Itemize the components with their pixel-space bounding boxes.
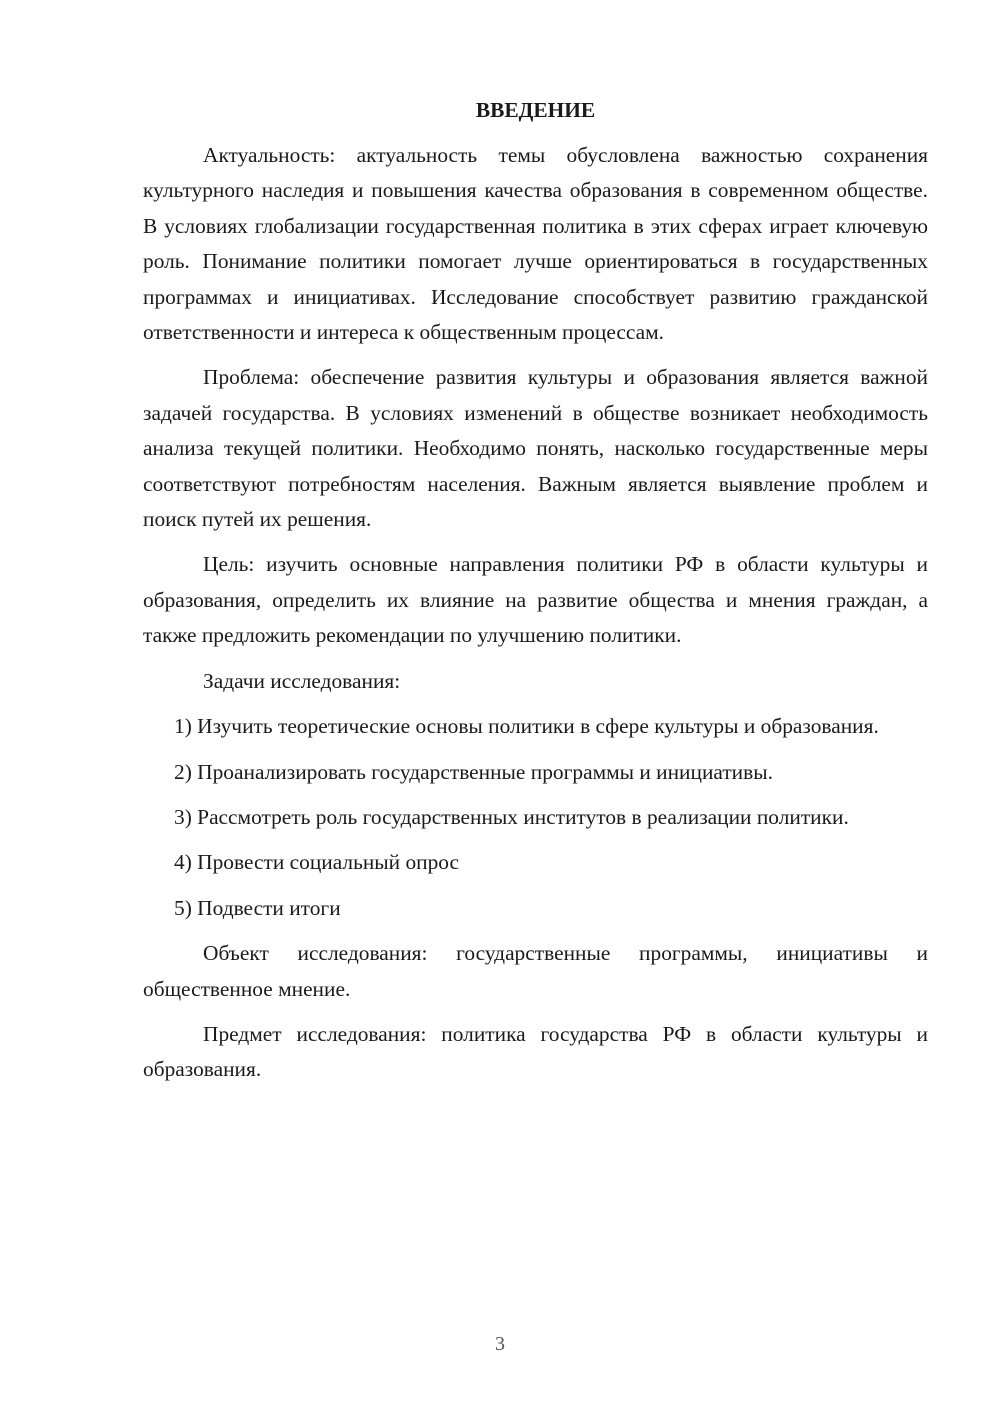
- task-item-4: 4) Провести социальный опрос: [174, 850, 460, 875]
- task-item-2: 2) Проанализировать государственные программы и инициативы.: [174, 759, 773, 784]
- paragraph-goal: Цель: изучить основные направления политики РФ в области культуры и образования, определить их влияние на развитие общества и мнения граждан, а также предложить рекомендации по улучшению политики.: [143, 552, 928, 648]
- page-number: 3: [495, 1333, 505, 1355]
- tasks-heading: Задачи исследования:: [203, 668, 401, 693]
- page-title: ВВЕДЕНИЕ: [475, 98, 596, 122]
- paragraph-object: Объект исследования: государственные программы, инициативы и общественное мнение.: [143, 941, 928, 1001]
- task-item-3: 3) Рассмотреть роль государственных институтов в реализации политики.: [174, 804, 849, 829]
- paragraph-relevance: Актуальность: актуальность темы обусловлена важностью сохранения культурного наследия и повышения качества образования в современном обществе. В условиях глобализации государственная политика в этих сферах играет ключевую роль. Понимание политики помогает лучше ориентироваться в государственных программах и инициативах. Исследование способствует развитию гражданской ответственности и интереса к общественным процессам.: [143, 143, 928, 345]
- paragraph-subject: Предмет исследования: политика государства РФ в области культуры и образования.: [143, 1021, 928, 1082]
- task-item-1: 1) Изучить теоретические основы политики в сфере культуры и образования.: [174, 714, 879, 739]
- task-item-5: 5) Подвести итоги: [174, 895, 341, 920]
- paragraph-problem: Проблема: обеспечение развития культуры и образования является важной задачей государства. В условиях изменений в обществе возникает необходимость анализа текущей политики. Необходимо понять, насколько государственные меры соответствуют потребностям населения. Важным является выявление проблем и поиск путей их решения.: [143, 365, 928, 532]
- document-page: [143, 92, 928, 1098]
